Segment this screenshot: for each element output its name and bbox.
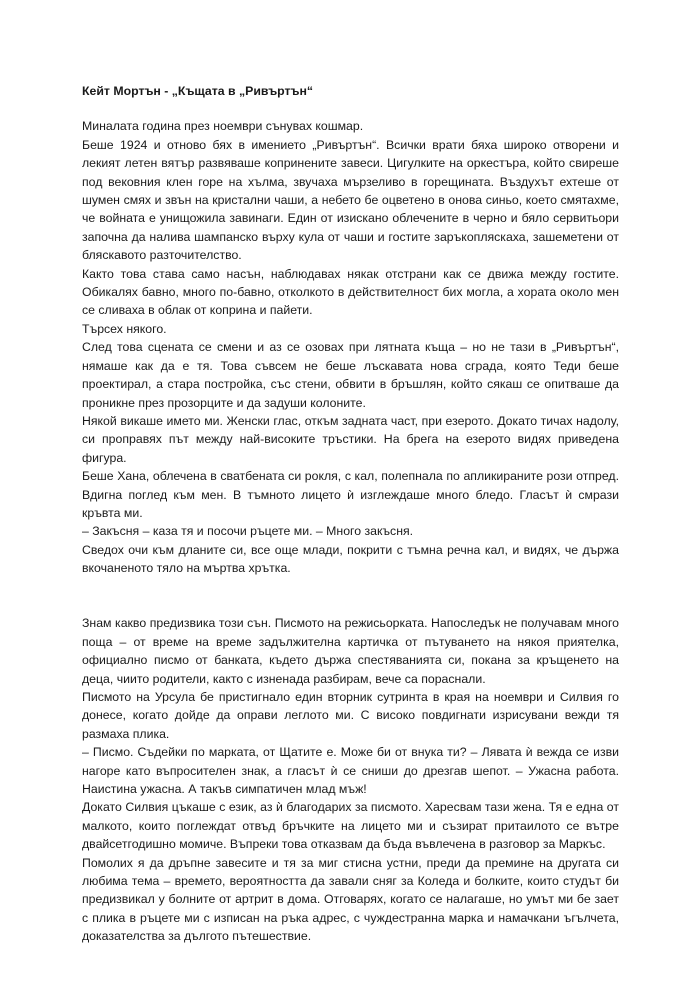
paragraph-dream-intro: Миналата година през ноември сънувах кошмар. (82, 119, 364, 134)
paragraph-too-late: – Закъсня – каза тя и посочи ръцете ми. – Много закъсня. (82, 524, 414, 539)
paragraph-sylvia-thanks: Докато Силвия цъкаше с език, аз ѝ благодарих за писмото. Харесвам тази жена. Тя е една от малкото, които поглеждат отвъд бръчките на лицето ми и съзират притаилото се вътре двайсетгодишно момиче. Въпреки това отказвам да бъда въвлечена в разговор за Маркъс. (82, 800, 619, 852)
document-page (82, 82, 619, 946)
paragraph-summer-house: След това сцената се смени и аз се озовах при лятната къща – но не тази в „Ривъртън“, нямаше как да е тя. Това съвсем не беше лъскавата нова сграда, която Теди беше проектирал, а стара постройка, със стени, обвити в бръшлян, който сякаш се опитваше да проникне през прозорците и да задуши колоните. (82, 340, 619, 410)
paragraph-hannah: Беше Хана, облечена в сватбената си рокля, с кал, полепнала по апликираните рози отпред. Вдигна поглед към мен. В тъмното лицето ѝ изглеждаше много бледо. Гласът ѝ смрази кръвта ми. (82, 469, 619, 520)
paragraph-moving-among-guests: Както това става само насън, наблюдавах някак отстрани как се движа между гостите. Обикалях бавно, много по-бавно, отколкото в действителност бих могла, а хората около мен се сливаха в облак от коприна и пайети. (82, 266, 619, 318)
paragraph-ursula-letter: Писмото на Урсула бе пристигнало един вторник сутринта в края на ноември и Силвия го донесе, когато дойде да оправи леглото ми. С високо повдигнати изрисувани вежди тя размаха плика. (82, 689, 619, 741)
paragraph-voice-at-lake: Някой викаше името ми. Женски глас, откъм задната част, при езерото. Докато тичах надолу, си проправях път между най-високите тръстики. На брега на езерото видях приведена фигура. (82, 413, 619, 465)
section-break (82, 596, 619, 614)
section-break (82, 578, 619, 596)
paragraph-sylvia-speech: – Писмо. Съдейки по марката, от Щатите е. Може би от внука ти? – Лявата ѝ вежда се изви нагоре като въпросителен знак, а гласът ѝ се сниши до дрезгав шепот. – Ужасна работа. Наистина ужасна. А такъв симпатичен млад мъж! (82, 745, 619, 796)
paragraph-riverton-party: Беше 1924 и отново бях в имението „Ривъртън“. Всички врати бяха широко отворени и лекият летен вятър развяваше копринените завеси. Цигулките на оркестъра, който свиреше под вековния клен горе на хълма, звучаха мързеливо в горещината. Въздухът ехтеше от шумен смях и звън на кристални чаши, а небето бе оцветено в онова синьо, което смятахме, че войната е унищожила завинаги. Един от изискано облечените в черно и бяло сервитьори започна да налива шампанско върху кула от чаши и гостите заръкопляскаха, зашеметени от бляскавото разточителство. (82, 137, 619, 263)
paragraph-letter-cause: Знам какво предизвика този сън. Писмото на режисьорката. Напоследък не получавам много поща – от време на време задължителна картичка от пътуването на някоя приятелка, официално писмо от банката, където държа спестяванията си, покана за кръщенето на деца, чиито родители, както с изненада разбирам, вече са пораснали. (82, 616, 619, 686)
paragraph-dead-hound: Сведох очи към дланите си, все още млади, покрити с тъмна речна кал, и видях, че държа вкочаненото тяло на мъртва хрътка. (82, 542, 619, 576)
paragraph-curtains: Помолих я да дръпне завесите и тя за миг стисна устни, преди да премине на другата си любима тема – времето, вероятността да завали сняг за Коледа и болките, които студът би предизвикал у болните от артрит в дома. Отговарях, когато се налагаше, но умът ми бе зает с плика в ръцете ми с изписан на ръка адрес, с чуждестранна марка и намачкани ъгълчета, доказателства за дългото пътешествие. (82, 855, 619, 944)
paragraph-searching: Търсех някого. (82, 321, 167, 336)
document-title: Кейт Мортън - „Къщата в „Ривъртън“ (82, 84, 314, 98)
